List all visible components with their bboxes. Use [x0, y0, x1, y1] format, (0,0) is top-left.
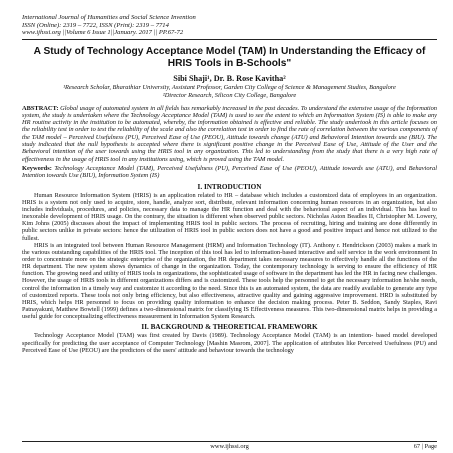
keywords-label: Keywords:: [22, 164, 52, 172]
paper-title: A Study of Technology Acceptance Model (TAM) In Understanding the Efficacy of HRIS Tools in B-Schools": [33, 45, 426, 69]
body-paragraph: Human Resource Information System (HRIS) is an application related to HR – database which includes a customized data of employees in an organization. HRIS is a system not only used to acquire, store, handle, analyze sort, distribute, relevant information concerning human resources in an organization, but also includes individuals, procedures, and policies, necessary data to manage the HR function and deal with the behavioral aspect of an individual. This has lead to inexorable development of HRIS usage. On the contrary, the situation is different when observed public sectors. Nicholas Aston Beadles II, Christopher M. Lowery, Kim Johns (2005) discusses about the impact of implementing HRIS tool in public sectors. The process of recruiting, hiring and training are done differently in public sectors unlike in private sectors: hence the utilization of HRIS tool in public sectors does not have a good and positive impact and hence not utilized to the fullest.: [22, 191, 437, 242]
keywords: [22, 165, 437, 180]
keywords-text: Technology Acceptance Model (TAM), Perceived Usefulness (PU), Perceived Ease of Use (PEOU), Attitude towards use (ATU), and Behavioral Intention towards Use (BIU), Information System (IS): [22, 164, 437, 180]
page-footer: [22, 441, 437, 450]
body-paragraph: HRIS is an integrated tool between Human Resource Management (HRM) and Information Technology (IT). Anthony r. Hendrickson (2003) makes a mark in the various outstanding capabilities of the HRIS tool. The inception of this tool has led to information-based interactive and self service in the work environment In order to concentrate more on the strategic enterprise of the organization, the HR department takes necessary measures to effectively handle all the functions of the HR department. The new system shows dynamics of change in the organization. Today, the contemporary technology is serving to ensure the efficiency of HR function. The growing need and utility of HRIS tools in organizations, the sophisticated usage of software in the department has led the HR in facing new challenges. However, the usage of HRIS tools in different organizations differs and is customized. These tools help the personnel to get the necessary information he/she needs, control the information in a timely way and customize it according to the need. Since this is an automated system, the data are readily available to generate any type of customized reports. These tools not only bring efficiency, but also effectiveness, attractive quality and gaining aggressive improvement. HRD is substituted by HRIS, which helps HR personnel to focus on providing quality information to enhance the decision making process. Peter B. Seddon, Sandy Staples, Ravi Patnayakuni, Matthew Bowtell (1999) defines a two-dimensional matrix for classifying IS Effectiveness measures. This two-dimensional matrix helps in providing a useful guide for conceptualizing effectiveness measurement in Information System Research.: [22, 241, 437, 321]
body-paragraph: Technology Acceptance Model (TAM) was first created by Davis (1989). Technology Acceptance Model (TAM) is an intention- based model developed specifically for predicting the user acceptance of Computer Technology [Mashin Masrom, 2007]. The application of attributes like Perceived Usefulness (PU) and Perceived Ease of Use (PEOU) are the predictors of the users' attitude and behaviour towards the technology: [22, 332, 437, 354]
journal-issue: www.ijhssi.org ||Volume 6 Issue 1||January. 2017 || PP.67-72: [22, 29, 184, 37]
footer-page-number: 67 | Page: [413, 443, 437, 450]
abstract: [22, 105, 437, 163]
journal-name: International Journal of Humanities and Social Science Invention: [22, 14, 196, 21]
affiliation-1: ¹Research Scholar, Bharathiar University, Assistant Professor, Garden City College of Science & Management Studies, Bangalore: [63, 83, 396, 91]
journal-header: [22, 14, 437, 37]
abstract-label: ABSTRACT:: [22, 104, 59, 112]
header-divider: [22, 39, 437, 40]
journal-issn: ISSN (Online): 2319 – 7722, ISSN (Print): 2319 – 7714: [22, 21, 169, 29]
section-heading-background: II. BACKGROUND & THEORETICAL FRAMEWORK: [141, 323, 318, 332]
affiliation-2: ²Director Research, Silicon City College, Bangalore: [162, 92, 297, 100]
paper-authors: Sibi Shaji¹, Dr. B. Rose Kavitha²: [173, 73, 286, 83]
abstract-text: Global usage of automated system in all fields has remarkably increased in the past decades. To understand the extensive usage of the Information system, the study is undertaken where the Technology Acceptance Model (TAM) is used to see the extent to which an Information System (IS) is able to make any HR routine activity in the institution to be automated, whereby, the information obtained is effective and reliable. The study undertook in this article focuses on the reliability test in order to test the reliability of the scale and also the correlation test in order to find the rate of correlation between the various components of the TAM model – Perceived Usefulness (PU), Perceived Ease of Use (PEOU), Attitude towards change (ATU) and Behavioral Intention towards use (BIU). The study indicated that the null hypothesis is accepted where there is significant positive change in the Perceived Ease of Use, Attitude of the User and the Behavioral intention of the user towards using the HRIS tool in any organization. This led to understanding from the study that there is a very high rate of effectiveness in the usage of HRIS tool in any institutions using, which is proved using the TAM model.: [22, 104, 437, 163]
footer-url: www.ijhssi.org: [210, 443, 249, 450]
section-heading-introduction: I. INTRODUCTION: [197, 182, 262, 191]
